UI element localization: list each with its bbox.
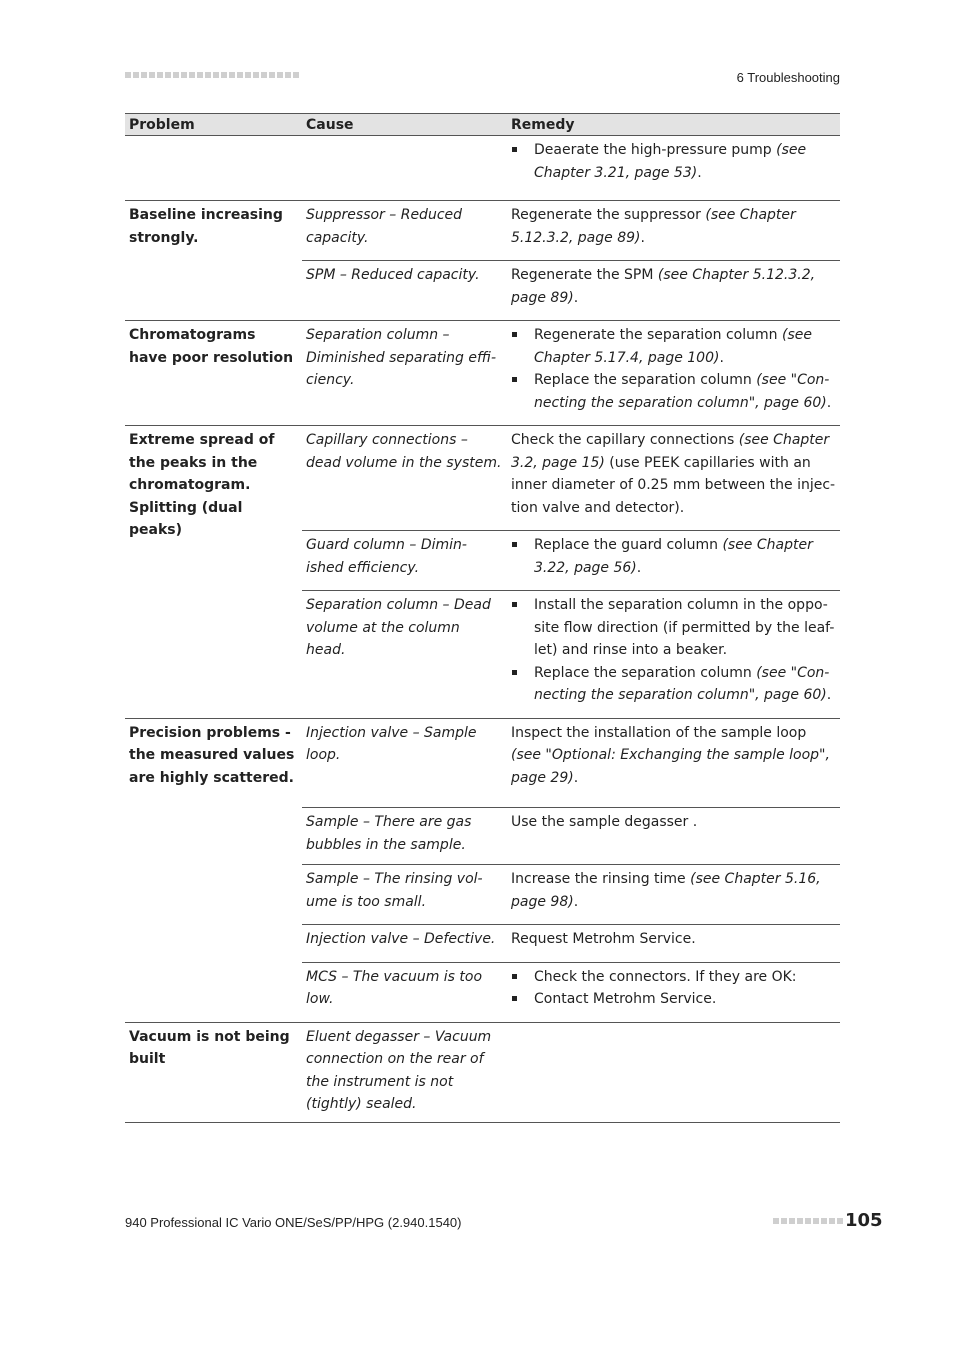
remedy-cell: Regenerate the SPM (see Chapter 5.12.3.2, page 89). [507, 261, 840, 321]
cause-cell: Separation column – Diminished separating effi-ciency. [302, 321, 507, 426]
page-number: 105 [845, 1210, 883, 1231]
problem-cell: Extreme spread of the peaks in the chromatogram. Splitting (dual peaks) [125, 426, 302, 719]
remedy-cell [507, 591, 840, 719]
cause-cell: Eluent degasser – Vacuum connection on the rear of the instrument is not (tightly) sealed. [302, 1022, 507, 1122]
remedy-cell: Increase the rinsing time (see Chapter 5.16, page 98). [507, 865, 840, 925]
problem-cell: Chromatograms have poor resolution [125, 321, 302, 426]
list-item: Install the separation column in the oppo-site flow direction (if permitted by the leaf-let) and rinse into a beaker. [511, 594, 836, 662]
cause-cell: Injection valve – Sample loop. [302, 718, 507, 808]
cause-cell [302, 136, 507, 201]
chapter-title: 6 Troubleshooting [736, 70, 840, 85]
cause-cell: SPM – Reduced capacity. [302, 261, 507, 321]
table-row [125, 1022, 840, 1122]
remedy-list [511, 966, 836, 1011]
header-problem: Problem [125, 114, 302, 136]
cause-cell: Injection valve – Defective. [302, 925, 507, 963]
remedy-list [511, 594, 836, 707]
table-row [125, 136, 840, 201]
troubleshooting-table [125, 113, 840, 1123]
problem-cell: Precision problems - the measured values are highly scattered. [125, 718, 302, 1022]
cause-cell: Separation column – Dead volume at the column head. [302, 591, 507, 719]
list-item: Replace the guard column (see Chapter 3.22, page 56). [511, 534, 836, 579]
header-remedy: Remedy [507, 114, 840, 136]
table-row [125, 426, 840, 531]
remedy-list [511, 139, 836, 184]
cause-cell: Sample – There are gas bubbles in the sample. [302, 808, 507, 865]
footer-decoration [773, 1218, 843, 1224]
remedy-cell: Inspect the installation of the sample loop (see "Optional: Exchanging the sample loop", page 29). [507, 718, 840, 808]
list-item: Replace the separation column (see "Con-necting the separation column", page 60). [511, 369, 836, 414]
problem-cell [125, 136, 302, 201]
table-header-row [125, 114, 840, 136]
table-row [125, 321, 840, 426]
remedy-cell: Request Metrohm Service. [507, 925, 840, 963]
remedy-cell [507, 1022, 840, 1122]
remedy-list [511, 534, 836, 579]
cause-cell: MCS – The vacuum is too low. [302, 962, 507, 1022]
remedy-cell [507, 531, 840, 591]
remedy-cell: Regenerate the suppressor (see Chapter 5.12.3.2, page 89). [507, 201, 840, 261]
problem-cell: Vacuum is not being built [125, 1022, 302, 1122]
list-item: Contact Metrohm Service. [511, 988, 836, 1011]
header-decoration [125, 72, 299, 78]
list-item: Replace the separation column (see "Con-necting the separation column", page 60). [511, 662, 836, 707]
cause-cell: Guard column – Dimin-ished efficiency. [302, 531, 507, 591]
footer-product: 940 Professional IC Vario ONE/SeS/PP/HPG (2.940.1540) [125, 1215, 462, 1230]
list-item: Regenerate the separation column (see Chapter 5.17.4, page 100). [511, 324, 836, 369]
header-cause: Cause [302, 114, 507, 136]
remedy-cell [507, 962, 840, 1022]
problem-cell: Baseline increasing strongly. [125, 201, 302, 321]
list-item: Check the connectors. If they are OK: [511, 966, 836, 989]
remedy-cell [507, 321, 840, 426]
table-row [125, 718, 840, 808]
remedy-cell [507, 136, 840, 201]
remedy-list [511, 324, 836, 414]
remedy-cell: Use the sample degasser . [507, 808, 840, 865]
list-item: Deaerate the high-pressure pump (see Chapter 3.21, page 53). [511, 139, 836, 184]
remedy-cell: Check the capillary connections (see Chapter 3.2, page 15) (use PEEK capillaries with an inner diameter of 0.25 mm between the injec-tion valve and detector). [507, 426, 840, 531]
cause-cell: Sample – The rinsing vol-ume is too small. [302, 865, 507, 925]
cause-cell: Suppressor – Reduced capacity. [302, 201, 507, 261]
table-row [125, 201, 840, 261]
cause-cell: Capillary connections – dead volume in the system. [302, 426, 507, 531]
